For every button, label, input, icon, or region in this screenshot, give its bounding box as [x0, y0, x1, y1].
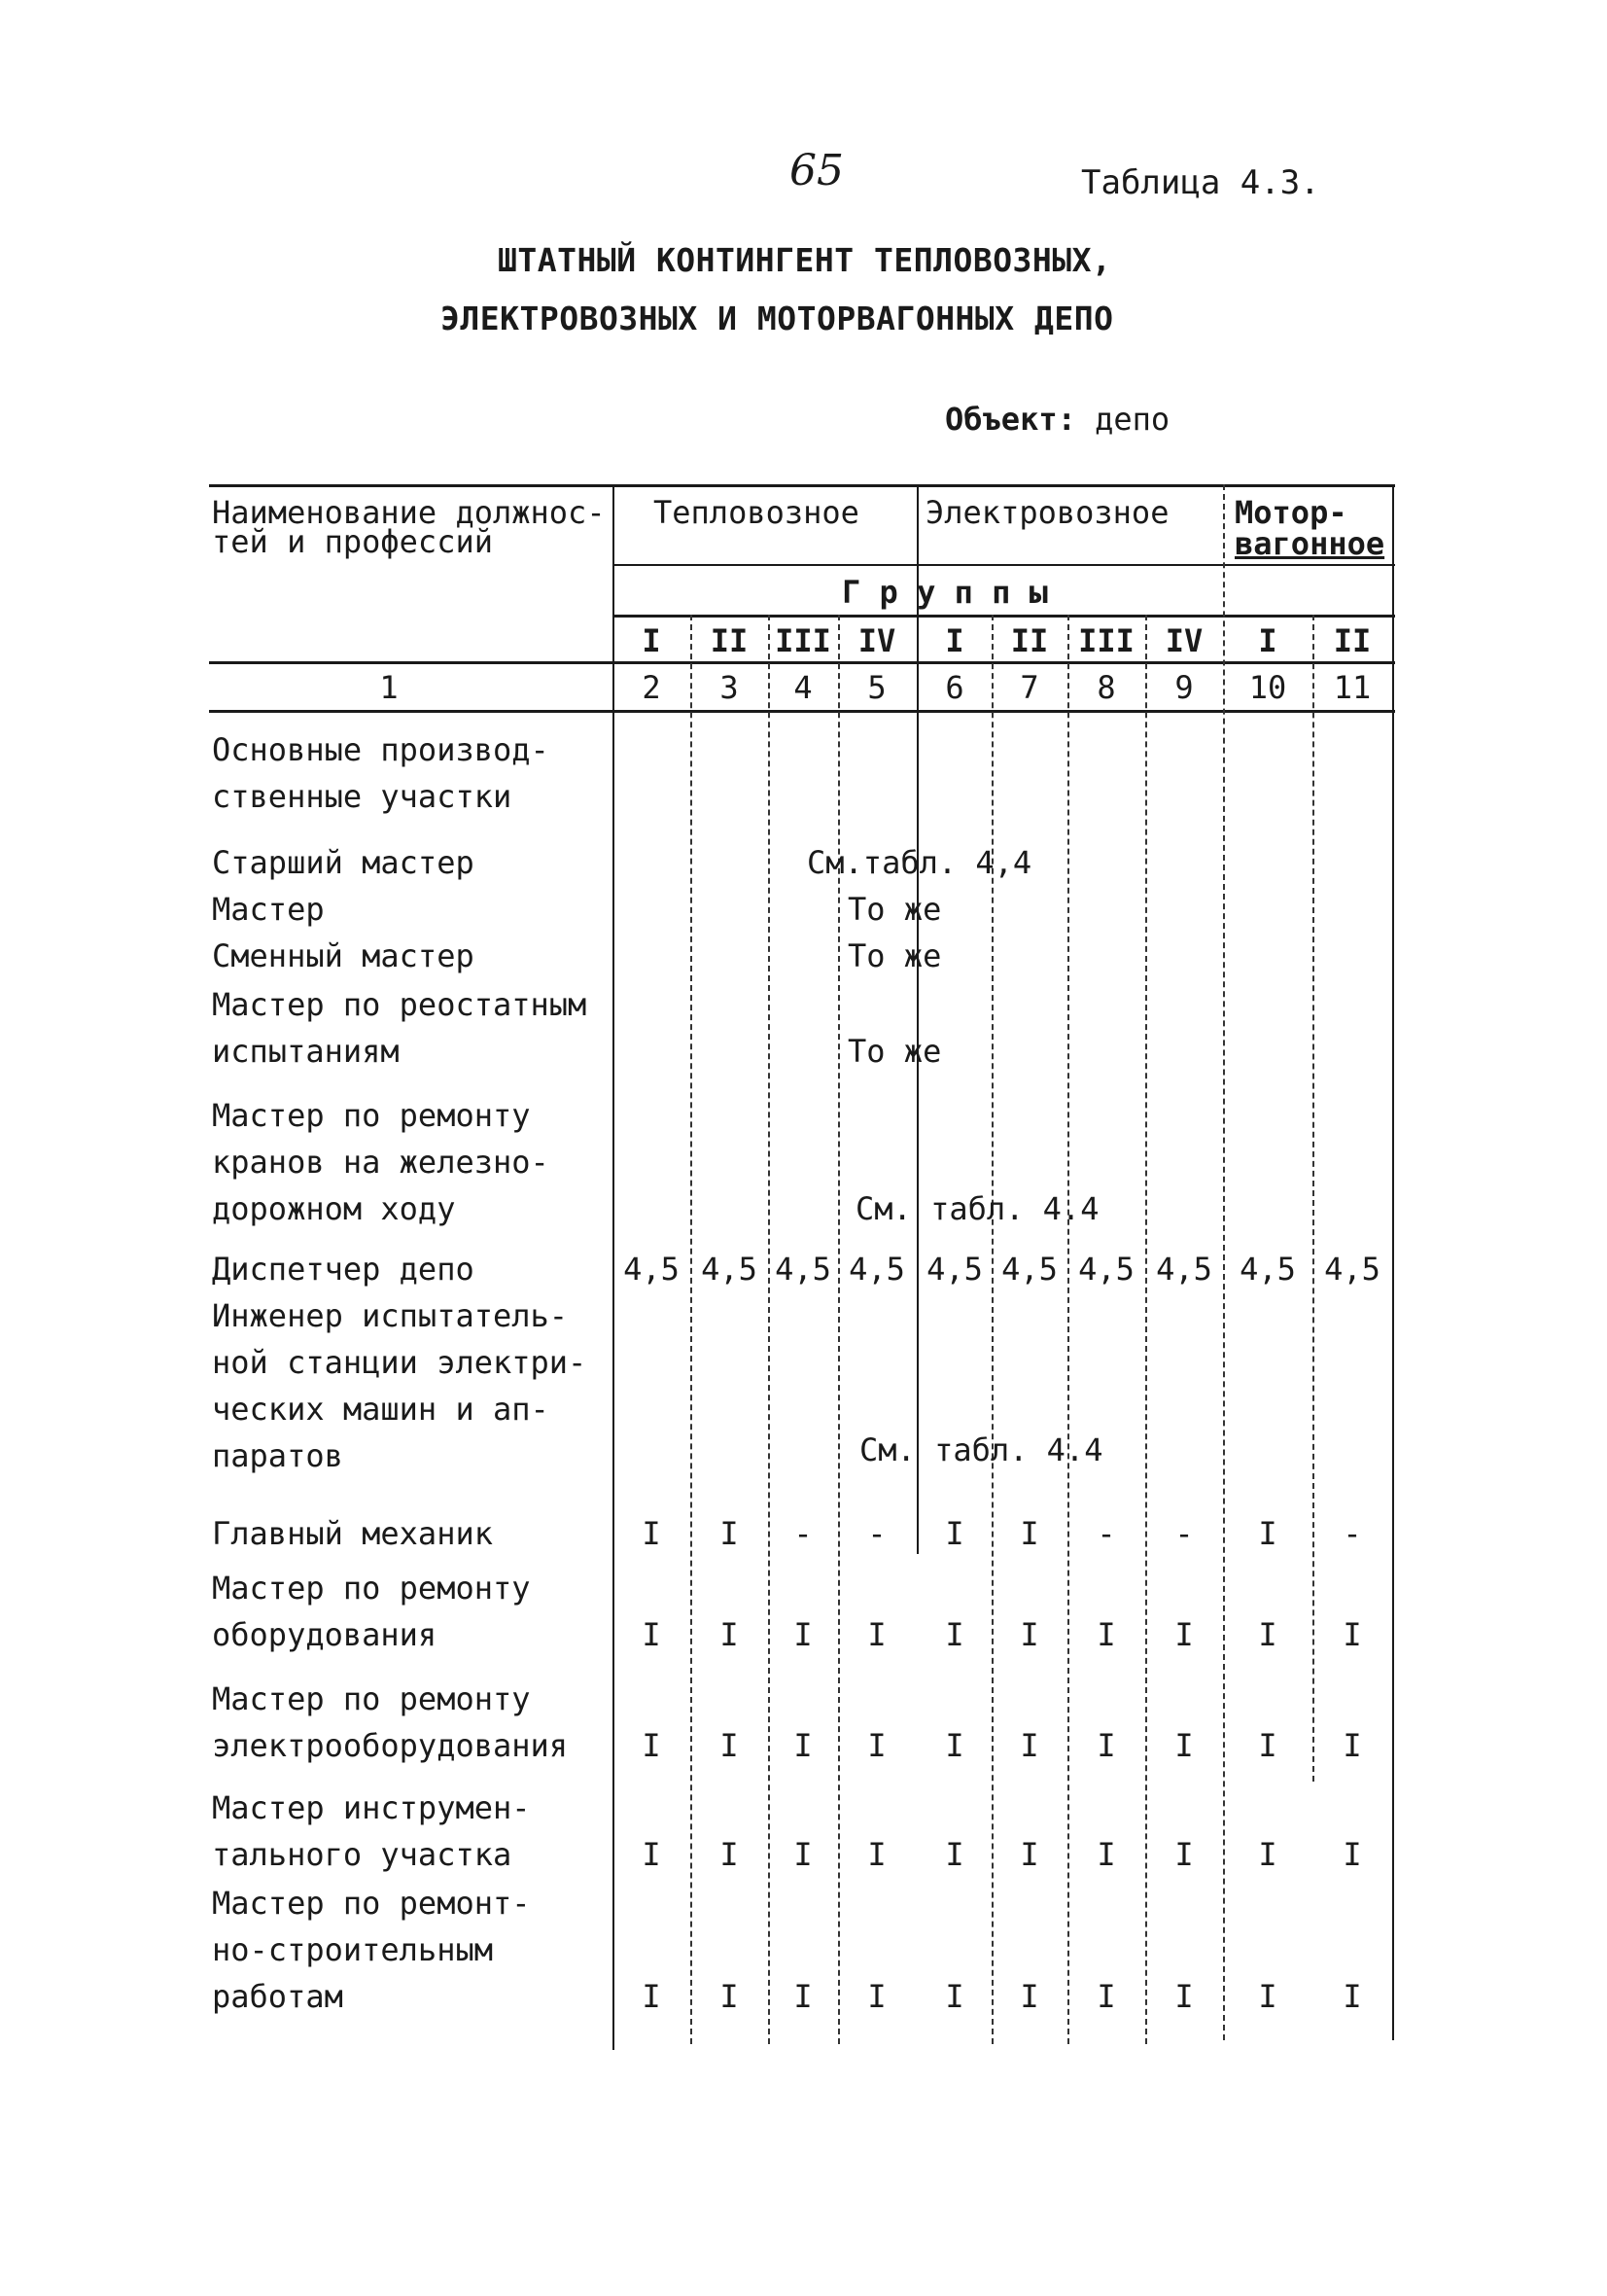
- table-cell: I: [1343, 1836, 1362, 1873]
- group-code: II: [1333, 622, 1372, 659]
- table-cell: I: [1258, 1515, 1277, 1552]
- table-cell: I: [719, 1616, 739, 1653]
- table-cell: I: [642, 1616, 661, 1653]
- table-cell: I: [642, 1836, 661, 1873]
- table-cell: I: [793, 1978, 813, 2015]
- table-cell: I: [1174, 1616, 1194, 1653]
- page-number: 65: [789, 146, 844, 195]
- header-name-line-1: Наименование должнос-: [212, 494, 606, 531]
- table-cell: I: [1343, 1727, 1362, 1764]
- column-number: 8: [1097, 669, 1116, 706]
- table-cell: I: [945, 1836, 964, 1873]
- row-label: паратов: [212, 1437, 343, 1474]
- table-cell: I: [867, 1616, 887, 1653]
- table-cell: I: [719, 1836, 739, 1873]
- table-cell: -: [793, 1515, 813, 1552]
- table-cell: I: [1020, 1727, 1039, 1764]
- header-diesel-depot: Тепловозное: [653, 494, 859, 531]
- table-cell: I: [867, 1836, 887, 1873]
- table-cell: I: [867, 1727, 887, 1764]
- object-value: депо: [1095, 401, 1170, 438]
- table-cell: 4,5: [775, 1251, 831, 1288]
- table-cell: -: [867, 1515, 887, 1552]
- row-label: Главный механик: [212, 1515, 493, 1552]
- row-label: Мастер по ремонт-: [212, 1885, 531, 1922]
- column-number: 7: [1020, 669, 1039, 706]
- row-label: Диспетчер депо: [212, 1251, 474, 1288]
- table-cell: I: [642, 1515, 661, 1552]
- row-label: ственные участки: [212, 778, 512, 815]
- table-cell: I: [1258, 1836, 1277, 1873]
- table-cell: I: [945, 1727, 964, 1764]
- group-code: I: [642, 622, 661, 659]
- table-cell: 4,5: [1001, 1251, 1058, 1288]
- table-cell: I: [642, 1978, 661, 2015]
- row-note: См. табл. 4.4: [856, 1190, 1100, 1227]
- table-cell: I: [1097, 1727, 1116, 1764]
- row-label: дорожном ходу: [212, 1190, 456, 1227]
- table-cell: I: [1097, 1978, 1116, 2015]
- row-label: Старший мастер: [212, 844, 474, 881]
- row-label: Сменный мастер: [212, 937, 474, 974]
- table-cell: 4,5: [1240, 1251, 1296, 1288]
- row-label: ческих машин и ап-: [212, 1391, 549, 1428]
- table-cell: I: [1097, 1836, 1116, 1873]
- row-label: но-строительным: [212, 1931, 493, 1968]
- table-cell: I: [1174, 1836, 1194, 1873]
- table-number: Таблица 4.3.: [1081, 163, 1320, 202]
- table-cell: I: [1174, 1727, 1194, 1764]
- column-number: 10: [1248, 669, 1287, 706]
- table-cell: 4,5: [926, 1251, 983, 1288]
- table-cell: I: [1258, 1616, 1277, 1653]
- table-cell: I: [1343, 1978, 1362, 2015]
- row-label: Основные производ-: [212, 731, 549, 768]
- column-number: 9: [1174, 669, 1194, 706]
- table-cell: I: [1258, 1978, 1277, 2015]
- table-cell: 4,5: [849, 1251, 905, 1288]
- row-note: См.табл. 4,4: [807, 844, 1032, 881]
- row-label: оборудования: [212, 1616, 437, 1653]
- row-label: Мастер по реостатным: [212, 986, 587, 1023]
- column-number: 11: [1333, 669, 1372, 706]
- group-code: III: [1078, 622, 1135, 659]
- row-label: электрооборудования: [212, 1727, 569, 1764]
- table-cell: -: [1097, 1515, 1116, 1552]
- group-code: I: [1258, 622, 1277, 659]
- table-cell: -: [1343, 1515, 1362, 1552]
- object-line: [945, 401, 1170, 438]
- header-motor-depot-line-2: вагонное: [1235, 525, 1385, 562]
- header-electric-depot: Электровозное: [926, 494, 1170, 531]
- row-note: То же: [848, 1033, 942, 1070]
- column-number: 5: [867, 669, 887, 706]
- table-cell: I: [1020, 1616, 1039, 1653]
- row-label: Мастер по ремонту: [212, 1680, 531, 1717]
- document-title-line-1: ШТАТНЫЙ КОНТИНГЕНТ ТЕПЛОВОЗНЫХ,: [498, 241, 1112, 279]
- table-cell: 4,5: [701, 1251, 757, 1288]
- table-cell: 4,5: [623, 1251, 680, 1288]
- group-code: IV: [857, 622, 896, 659]
- row-label: ной станции электри-: [212, 1344, 587, 1381]
- row-note: См. табл. 4.4: [859, 1431, 1103, 1468]
- table-cell: I: [1174, 1978, 1194, 2015]
- column-number: 4: [793, 669, 813, 706]
- row-label: работам: [212, 1978, 343, 2015]
- table-cell: I: [1258, 1727, 1277, 1764]
- object-label: Объект:: [945, 401, 1076, 438]
- table-cell: I: [945, 1515, 964, 1552]
- group-code: III: [775, 622, 831, 659]
- table-cell: I: [793, 1616, 813, 1653]
- table-cell: I: [719, 1727, 739, 1764]
- table-cell: 4,5: [1324, 1251, 1380, 1288]
- group-code: IV: [1165, 622, 1204, 659]
- row-label: Мастер по ремонту: [212, 1570, 531, 1607]
- row-label: Мастер: [212, 891, 325, 928]
- row-label: кранов на железно-: [212, 1144, 549, 1181]
- table-cell: -: [1174, 1515, 1194, 1552]
- table-cell: I: [1097, 1616, 1116, 1653]
- table-cell: I: [945, 1616, 964, 1653]
- column-number: 3: [719, 669, 739, 706]
- table-cell: I: [793, 1727, 813, 1764]
- group-code: II: [710, 622, 749, 659]
- row-label: испытаниям: [212, 1033, 400, 1070]
- table-cell: 4,5: [1156, 1251, 1212, 1288]
- row-label: тального участка: [212, 1836, 512, 1873]
- group-code: I: [945, 622, 964, 659]
- row-label: Мастер инструмен-: [212, 1789, 531, 1826]
- column-number: 1: [379, 669, 399, 706]
- row-note: То же: [848, 891, 942, 928]
- table-cell: I: [793, 1836, 813, 1873]
- header-name-line-2: тей и профессий: [212, 523, 493, 560]
- column-number: 6: [945, 669, 964, 706]
- table-cell: I: [719, 1515, 739, 1552]
- column-number: 2: [642, 669, 661, 706]
- table-cell: I: [1343, 1616, 1362, 1653]
- table-cell: I: [1020, 1515, 1039, 1552]
- row-note: То же: [848, 937, 942, 974]
- row-label: Мастер по ремонту: [212, 1097, 531, 1134]
- table-cell: I: [1020, 1836, 1039, 1873]
- table-cell: 4,5: [1078, 1251, 1135, 1288]
- header-groups: Г р у п п ы: [842, 574, 1048, 611]
- header-motor-depot-line-1: Мотор-: [1235, 494, 1347, 531]
- table-cell: I: [1020, 1978, 1039, 2015]
- table-cell: I: [945, 1978, 964, 2015]
- table-cell: I: [867, 1978, 887, 2015]
- document-title-line-2: ЭЛЕКТРОВОЗНЫХ И МОТОРВАГОННЫХ ДЕПО: [440, 300, 1114, 337]
- group-code: II: [1010, 622, 1049, 659]
- table-cell: I: [642, 1727, 661, 1764]
- row-label: Инженер испытатель-: [212, 1297, 569, 1334]
- table-cell: I: [719, 1978, 739, 2015]
